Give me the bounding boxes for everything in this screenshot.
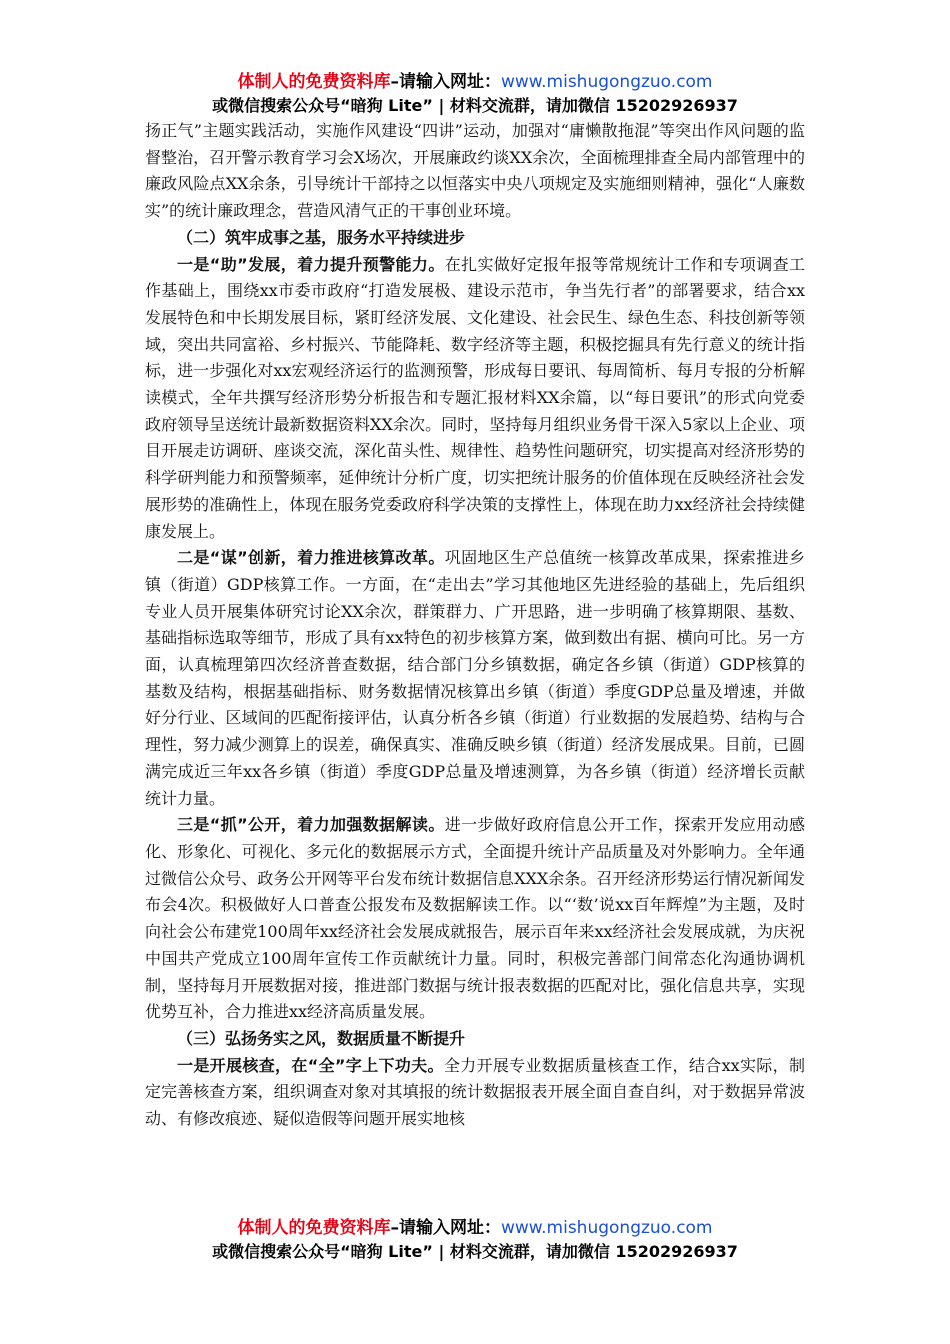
paragraph-3-lead: 三是“抓”公开，着力加强数据解读。 <box>177 815 445 835</box>
paragraph-2-text: 巩固地区生产总值统一核算改革成果，探索推进乡镇（街道）GDP核算工作。一方面，在“走出去”学习其他地区先进经验的基础上，先后组织专业人员开展集体研究讨论XX余次，群策群力、广开思路，进一步明确了核算期限、基数、基础指标选取等细节，形成了具有xx特色的初步核算方案，做到数出有据、横向可比。另一方面，认真梳理第四次经济普查数据，结合部门分乡镇数据，确定各乡镇（街道）GDP核算的基数及结构，根据基础指标、财务数据情况核算出乡镇（街道）季度GDP总量及增速，并做好分行业、区域间的匹配衔接评估，认真分析各乡镇（街道）行业数据的发展趋势、结构与合理性，努力减少测算上的误差，确保真实、准确反映乡镇（街道）经济发展成果。目前，已圆满完成近三年xx各乡镇（街道）季度GDP总量及增速测算，为各乡镇（街道）经济增长贡献统计力量。 <box>145 548 805 808</box>
header-prompt: –请输入网址： <box>390 72 501 92</box>
header-url-link[interactable]: www.mishugongzuo.com <box>500 72 713 92</box>
paragraph-1-text: 在扎实做好定报年报等常规统计工作和专项调查工作基础上，围绕xx市委市政府“打造发展极、建设示范市，争当先行者”的部署要求，结合xx发展特色和中长期发展目标，紧盯经济发展、文化建设、社会民生、绿色生态、科技创新等领域，突出共同富裕、乡村振兴、节能降耗、数字经济等主题，积极挖掘具有先行意义的统计指标，进一步强化对xx宏观经济运行的监测预警，形成每日要讯、每周简析、每月专报的分析解读模式，全年共撰写经济形势分析报告和专题汇报材料XX余篇，以“每日要讯”的形式向党委政府领导呈送统计最新数据资料XX余次。同时，坚持每月组织业务骨干深入5家以上企业、项目开展走访调研、座谈交流，深化苗头性、规律性、趋势性问题研究，切实提高对经济形势的科学研判能力和预警频率，延伸统计分析广度，切实把统计服务的价值体现在反映经济社会发展形势的准确性上，体现在服务党委政府科学决策的支撑性上，体现在助力xx经济社会持续健康发展上。 <box>145 254 805 541</box>
paragraph-2 <box>145 545 805 812</box>
header-line-1 <box>0 70 950 94</box>
header-site-name: 体制人的免费资料库 <box>237 72 391 92</box>
footer-prompt: –请输入网址： <box>390 1218 501 1238</box>
footer-wechat-line: 或微信搜索公众号“暗狗 Lite” | 材料交流群，请加微信 15202926937 <box>212 1242 738 1261</box>
paragraph-1-lead: 一是“助”发展，着力提升预警能力。 <box>177 254 445 274</box>
document-body <box>145 118 805 1133</box>
paragraph-4 <box>145 1053 805 1133</box>
footer-line-1 <box>0 1216 950 1240</box>
footer-url-link[interactable]: www.mishugongzuo.com <box>500 1218 713 1238</box>
header-wechat-line: 或微信搜索公众号“暗狗 Lite” | 材料交流群，请加微信 15202926937 <box>212 96 738 115</box>
paragraph-4-lead: 一是开展核查，在“全”字上下功夫。 <box>177 1055 444 1075</box>
section-heading-3: （三）弘扬务实之风，数据质量不断提升 <box>177 1028 466 1048</box>
section-heading-2: （二）筑牢成事之基，服务水平持续进步 <box>177 227 466 247</box>
paragraph-continued: 扬正气”主题实践活动，实施作风建设“四讲”运动，加强对“庸懒散拖混”等突出作风问题的监督整治，召开警示教育学习会X场次，开展廉政约谈XX余次，全面梳理排查全局内部管理中的廉政风险点XX余条，引导统计干部持之以恒落实中央八项规定及实施细则精神，强化“人廉数实”的统计廉政理念，营造风清气正的干事创业环境。 <box>145 121 805 221</box>
header-banner <box>0 70 950 118</box>
paragraph-4-text: 全力开展专业数据质量核查工作，结合xx实际，制定完善核查方案，组织调查对象对其填报的统计数据报表开展全面自查自纠，对于数据异常波动、有修改痕迹、疑似造假等问题开展实地核 <box>145 1055 805 1129</box>
paragraph-3-text: 进一步做好政府信息公开工作，探索开发应用动感化、形象化、可视化、多元化的数据展示方式，全面提升统计产品质量及对外影响力。全年通过微信公众号、政务公开网等平台发布统计数据信息XXX余条。召开经济形势运行情况新闻发布会4次。积极做好人口普查公报发布及数据解读工作。以“‘数’说xx百年辉煌”为主题，及时向社会公布建党100周年xx经济社会发展成就报告，展示百年来xx经济社会发展成就，为庆祝中国共产党成立100周年宣传工作贡献统计力量。同时，积极完善部门间常态化沟通协调机制，坚持每月开展数据对接，推进部门数据与统计报表数据的匹配对比，强化信息共享，实现优势互补，合力推进xx经济高质量发展。 <box>145 815 805 1022</box>
footer-banner <box>0 1216 950 1264</box>
paragraph-1 <box>145 252 805 546</box>
paragraph-3 <box>145 812 805 1026</box>
paragraph-2-lead: 二是“谋”创新，着力推进核算改革。 <box>177 548 445 568</box>
footer-site-name: 体制人的免费资料库 <box>237 1218 391 1238</box>
